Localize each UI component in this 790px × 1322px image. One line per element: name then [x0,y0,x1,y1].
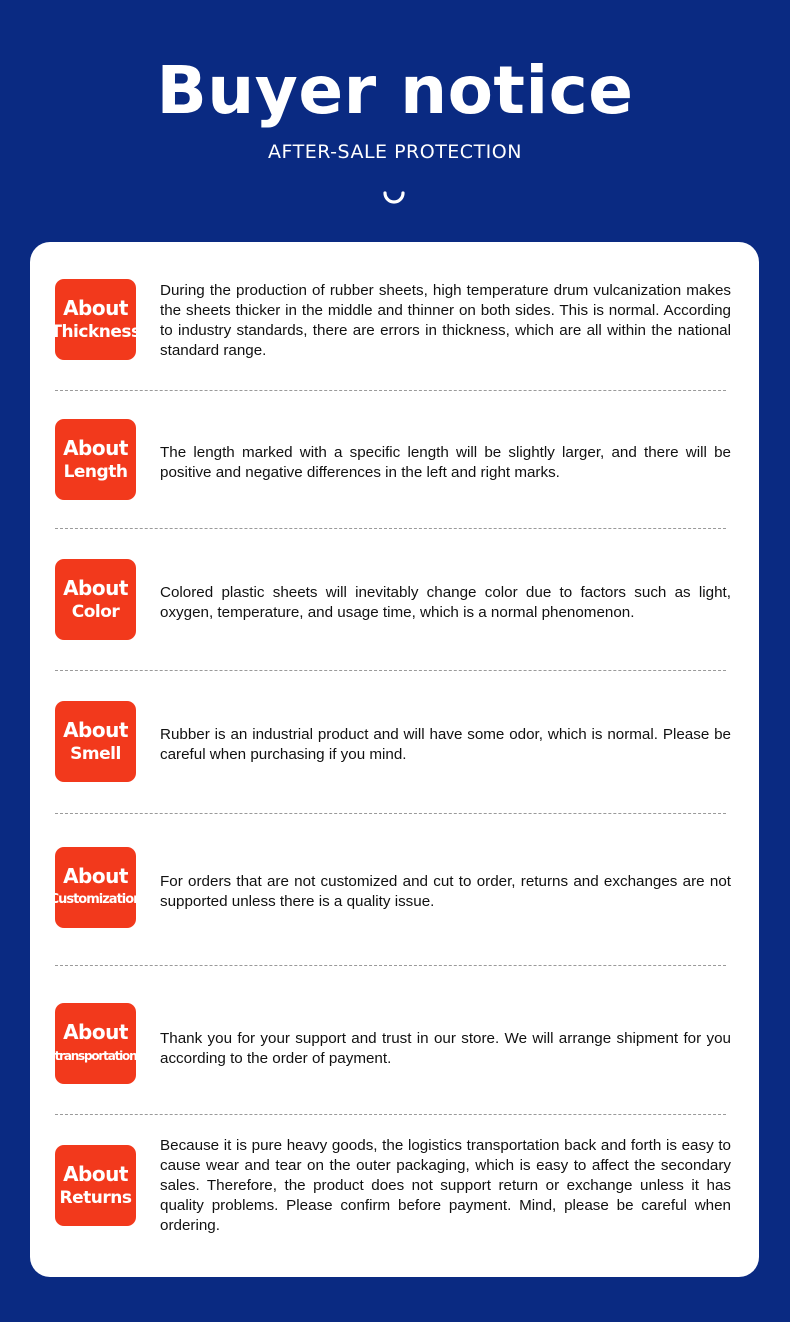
badge-line2: Customization [49,891,142,907]
notice-text-color: Colored plastic sheets will inevitably change color due to factors such as light, oxygen, temperature, and usage time, which is a normal phenomenon. [160,584,731,621]
badge-customization [49,847,142,928]
badge-line1: About [63,295,128,320]
hook-icon [382,188,406,212]
badge-line2: Smell [70,743,121,764]
badge-returns [55,1145,136,1226]
notice-text-transportation: Thank you for your support and trust in our store. We will arrange shipment for you according to the order of payment. [160,1030,731,1067]
badge-line2: Color [71,601,120,622]
divider [55,670,726,671]
notice-text-returns: Because it is pure heavy goods, the logistics transportation back and forth is easy to cause wear and tear on the outer packaging, which is easy to affect the secondary sales. Therefore, the product does not support return or exchange unless it has quality problems. Please confirm before payment. Mind, please be careful when ordering. [160,1137,731,1234]
badge-line1: About [63,1019,128,1044]
divider [55,965,726,966]
page-subtitle: AFTER-SALE PROTECTION [268,141,522,163]
badge-line2: Length [63,461,128,482]
notice-card [30,242,759,1277]
badge-length [55,419,136,500]
badge-transportation [55,1003,136,1084]
page-title: Buyer notice [156,52,634,129]
badge-line1: About [63,1161,128,1186]
divider [55,528,726,529]
divider [55,813,726,814]
badge-line2: transportation [54,1048,137,1063]
notice-text-thickness: During the production of rubber sheets, high temperature drum vulcanization makes the sheets thicker in the middle and thinner on both sides. This is normal. According to industry standards, there are errors in thickness, which are all within the national standard range. [160,282,731,359]
badge-thickness [50,279,141,360]
notice-text-smell: Rubber is an industrial product and will have some odor, which is normal. Please be careful when purchasing if you mind. [160,726,731,763]
divider [55,390,726,391]
badge-line2: Thickness [50,321,141,342]
divider [55,1114,726,1115]
badge-line1: About [63,435,128,460]
notice-text-length: The length marked with a specific length will be slightly larger, and there will be positive and negative differences in the left and right marks. [160,444,731,481]
badge-smell [55,701,136,782]
badge-color [55,559,136,640]
badge-line1: About [63,575,128,600]
badge-line1: About [63,863,128,888]
badge-line2: Returns [59,1187,132,1208]
badge-line1: About [63,717,128,742]
notice-text-customization: For orders that are not customized and cut to order, returns and exchanges are not supported unless there is a quality issue. [160,873,731,910]
